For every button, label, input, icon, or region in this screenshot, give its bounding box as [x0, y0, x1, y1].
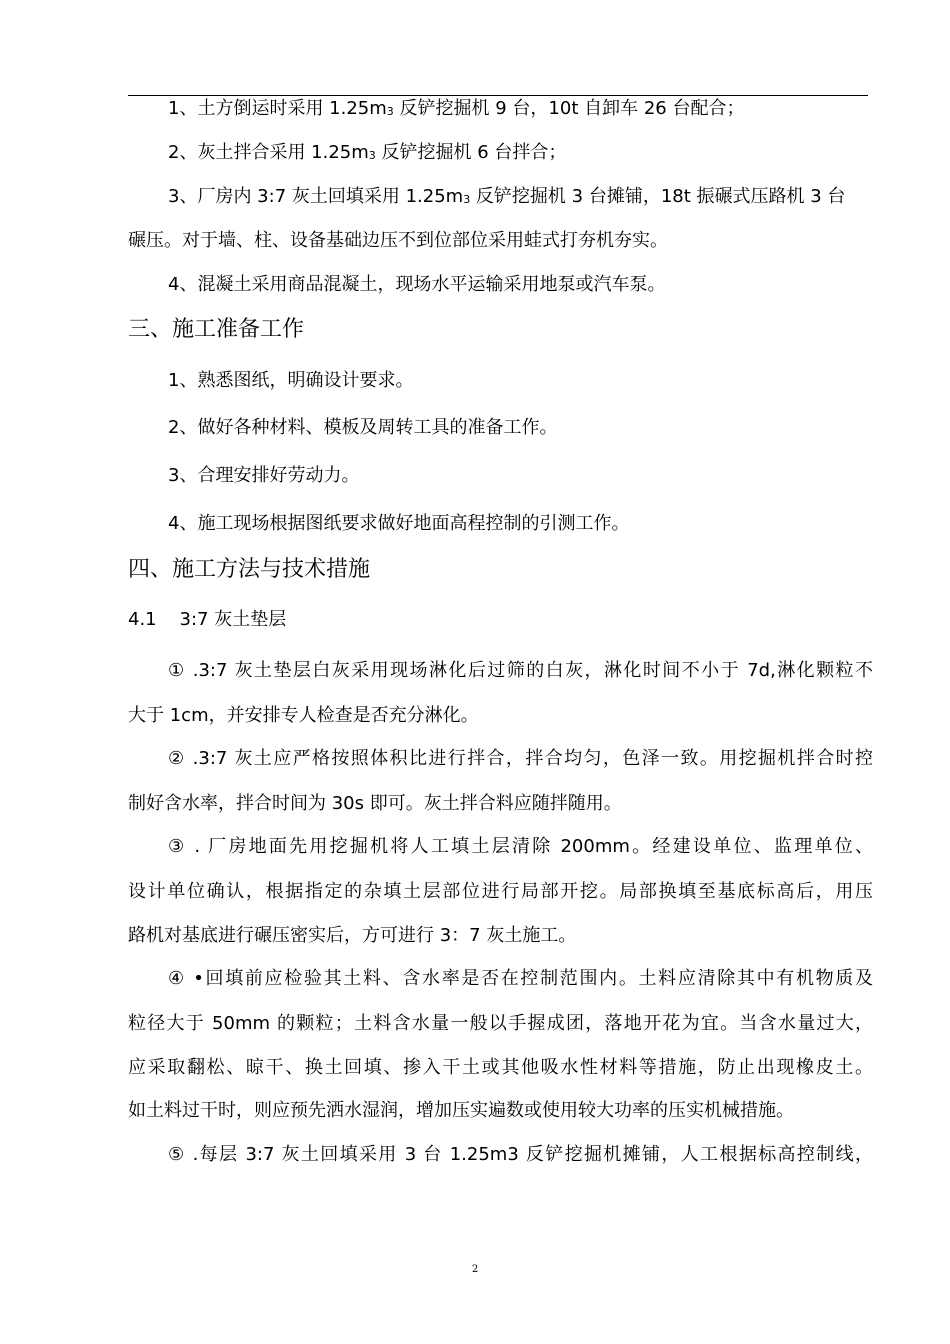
- paragraph-4-line-3: 应采取翻松、晾干、换土回填、掺入干土或其他吸水性材料等措施，防止出现橡皮土。: [128, 1057, 873, 1078]
- equipment-item-4: 4、混凝土采用商品混凝土，现场水平运输采用地泵或汽车泵。: [168, 274, 666, 295]
- unit-subscript: 3: [368, 149, 376, 162]
- paragraph-4-line-2: 粒径大于 50mm 的颗粒；土料含水量一般以手握成团，落地开花为宜。当含水量过大，: [128, 1013, 873, 1034]
- prep-item-4: 4、施工现场根据图纸要求做好地面高程控制的引测工作。: [168, 513, 630, 534]
- equipment-item-2-text: 2、灰土拌合采用 1.25m: [168, 142, 369, 163]
- paragraph-2-line-2: 制好含水率，拌合时间为 30s 即可。灰土拌合料应随拌随用。: [128, 793, 622, 814]
- equipment-item-2: [168, 141, 873, 168]
- header-rule: [128, 95, 868, 96]
- section-4-heading: 四、施工方法与技术措施: [128, 557, 371, 582]
- equipment-item-1-text-end: 反铲挖掘机 9 台，10t 自卸车 26 台配合；: [393, 98, 745, 119]
- prep-item-1: 1、熟悉图纸，明确设计要求。: [168, 370, 414, 391]
- equipment-item-1: [168, 97, 873, 124]
- paragraph-5-line-1: ⑤ .每层 3:7 灰土回填采用 3 台 1.25m3 反铲挖掘机摊铺，人工根据标高控制线，: [168, 1144, 873, 1165]
- equipment-item-3-text: 3、厂房内 3:7 灰土回填采用 1.25m: [168, 186, 464, 207]
- prep-item-3: 3、合理安排好劳动力。: [168, 465, 360, 486]
- unit-subscript: 3: [463, 193, 471, 206]
- paragraph-1-line-1: ① .3:7 灰土垫层白灰采用现场淋化后过筛的白灰，淋化时间不小于 7d,淋化颗粒不: [168, 660, 873, 681]
- paragraph-3-line-2: 设计单位确认，根据指定的杂填土层部位进行局部开挖。局部换填至基底标高后，用压: [128, 881, 873, 902]
- section-3-heading: 三、施工准备工作: [128, 317, 305, 342]
- paragraph-4-line-4: 如土料过干时，则应预先洒水湿润，增加压实遍数或使用较大功率的压实机械措施。: [128, 1100, 794, 1121]
- equipment-item-3-line-2: 碾压。对于墙、柱、设备基础边压不到位部位采用蛙式打夯机夯实。: [128, 230, 668, 251]
- prep-item-2: 2、做好各种材料、模板及周转工具的准备工作。: [168, 417, 558, 438]
- paragraph-1-line-2: 大于 1cm，并安排专人检查是否充分淋化。: [128, 705, 479, 726]
- paragraph-2-line-1: ② .3:7 灰土应严格按照体积比进行拌合，拌合均匀，色泽一致。用挖掘机拌合时控: [168, 748, 873, 769]
- paragraph-3-line-3: 路机对基底进行碾压密实后，方可进行 3：7 灰土施工。: [128, 925, 577, 946]
- unit-subscript: 3: [386, 105, 394, 118]
- paragraph-3-line-1: ③ . 厂房地面先用挖掘机将人工填土层清除 200mm。经建设单位、监理单位、: [168, 836, 873, 857]
- equipment-item-2-text-end: 反铲挖掘机 6 台拌合；: [375, 142, 567, 163]
- equipment-item-3-line-1: [168, 185, 873, 212]
- page-number: 2: [471, 1264, 479, 1275]
- subsection-4-1-heading: 4.1 3:7 灰土垫层: [128, 609, 287, 630]
- equipment-item-1-text: 1、土方倒运时采用 1.25m: [168, 98, 387, 119]
- equipment-item-3-text-end: 反铲挖掘机 3 台摊铺，18t 振碾式压路机 3 台: [470, 186, 846, 207]
- paragraph-4-line-1: ④ •回填前应检验其土料、含水率是否在控制范围内。土料应清除其中有机物质及: [168, 968, 873, 989]
